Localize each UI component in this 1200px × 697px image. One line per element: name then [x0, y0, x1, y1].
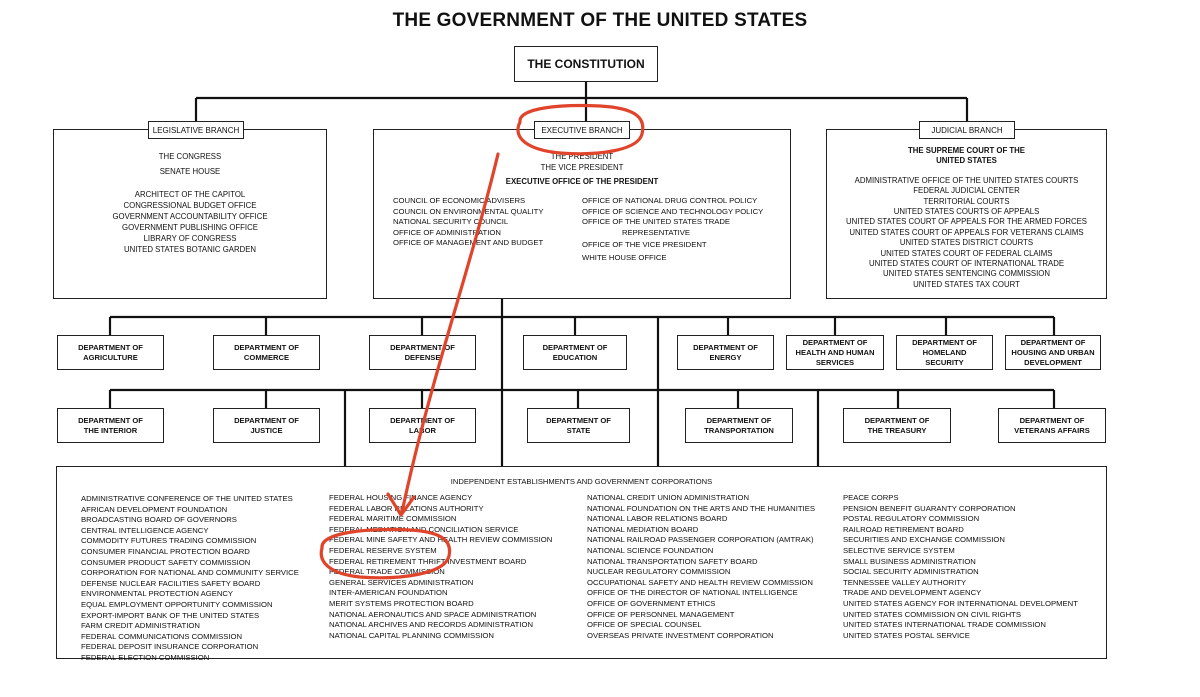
- arrow-shaft: [402, 154, 498, 512]
- list-item: CONSUMER PRODUCT SAFETY COMMISSION: [81, 557, 251, 567]
- list-item: NATIONAL SCIENCE FOUNDATION: [587, 545, 714, 555]
- department-energy: DEPARTMENT OF ENERGY: [677, 335, 774, 370]
- list-item: UNITED STATES INTERNATIONAL TRADE COMMISSION: [843, 620, 1046, 630]
- list-item: ARCHITECT OF THE CAPITOL: [134, 190, 246, 199]
- list-item: RAILROAD RETIREMENT BOARD: [843, 524, 964, 534]
- department-agriculture: DEPARTMENT OF AGRICULTURE: [57, 335, 164, 370]
- list-item: OFFICE OF THE UNITED STATES TRADE: [582, 217, 731, 227]
- list-item: COMMODITY FUTURES TRADING COMMISSION: [81, 536, 257, 546]
- list-item: NATIONAL CREDIT UNION ADMINISTRATION: [587, 493, 750, 502]
- judicial-branch-label: JUDICIAL BRANCH: [919, 121, 1015, 139]
- list-item: NATIONAL RAILROAD PASSENGER CORPORATION (AMTRAK): [587, 535, 814, 545]
- list-item: CORPORATION FOR NATIONAL AND COMMUNITY SERVICE: [81, 568, 299, 578]
- department-veterans-affairs: DEPARTMENT OF VETERANS AFFAIRS: [998, 408, 1106, 443]
- list-item: TENNESSEE VALLEY AUTHORITY: [843, 577, 967, 587]
- list-item: UNITED STATES SENTENCING COMMISSION: [883, 269, 1050, 279]
- list-item: OFFICE OF THE DIRECTOR OF NATIONAL INTELLIGENCE: [587, 588, 798, 598]
- list-item: OFFICE OF GOVERNMENT ETHICS: [587, 598, 716, 608]
- list-item: UNITED STATES TAX COURT: [913, 279, 1020, 289]
- list-item: UNITED STATES COURTS OF APPEALS: [893, 207, 1040, 217]
- list-item: UNITED STATES COURT OF INTERNATIONAL TRADE: [868, 259, 1065, 269]
- list-item: LIBRARY OF CONGRESS: [143, 234, 237, 243]
- list-item: NUCLEAR REGULATORY COMMISSION: [587, 567, 731, 577]
- list-item: SELECTIVE SERVICE SYSTEM: [843, 545, 955, 555]
- list-item: NATIONAL FOUNDATION ON THE ARTS AND THE HUMANITIES: [587, 503, 815, 513]
- department-treasury: DEPARTMENT OF THE TREASURY: [843, 408, 951, 443]
- list-item: NATIONAL TRANSPORTATION SAFETY BOARD: [587, 556, 758, 566]
- department-defense: DEPARTMENT OF DEFENSE: [369, 335, 476, 370]
- list-item: CENTRAL INTELLIGENCE AGENCY: [81, 525, 209, 535]
- page-title: THE GOVERNMENT OF THE UNITED STATES: [392, 10, 808, 31]
- list-item: BROADCASTING BOARD OF GOVERNORS: [81, 515, 237, 525]
- list-item: UNITED STATES AGENCY FOR INTERNATIONAL DEVELOPMENT: [843, 598, 1078, 608]
- list-item: GENERAL SERVICES ADMINISTRATION: [329, 577, 474, 587]
- list-item: DEFENSE NUCLEAR FACILITIES SAFETY BOARD: [81, 578, 261, 588]
- executive-branch-label: EXECUTIVE BRANCH: [534, 121, 630, 139]
- list-item: FARM CREDIT ADMINISTRATION: [81, 621, 200, 631]
- list-item: NATIONAL ARCHIVES AND RECORDS ADMINISTRATION: [329, 620, 534, 630]
- list-item: OVERSEAS PRIVATE INVESTMENT CORPORATION: [587, 630, 774, 640]
- independent-establishments-title: INDEPENDENT ESTABLISHMENTS AND GOVERNMENT CORPORATIONS: [450, 477, 713, 486]
- list-item: NATIONAL LABOR RELATIONS BOARD: [587, 514, 728, 524]
- list-item: NATIONAL MEDIATION BOARD: [587, 524, 699, 534]
- department-education: DEPARTMENT OF EDUCATION: [523, 335, 627, 370]
- department-state: DEPARTMENT OF STATE: [527, 408, 630, 443]
- list-item: PENSION BENEFIT GUARANTY CORPORATION: [843, 503, 1016, 513]
- list-item: WHITE HOUSE OFFICE: [582, 252, 667, 262]
- department-commerce: DEPARTMENT OF COMMERCE: [213, 335, 320, 370]
- list-item: OFFICE OF ADMINISTRATION: [393, 227, 501, 237]
- list-item: NATIONAL CAPITAL PLANNING COMMISSION: [329, 630, 494, 640]
- list-item: PEACE CORPS: [843, 493, 899, 502]
- list-item: OFFICE OF THE VICE PRESIDENT: [582, 240, 707, 250]
- list-item: EQUAL EMPLOYMENT OPPORTUNITY COMMISSION: [81, 599, 273, 609]
- list-item: FEDERAL TRADE COMMISSION: [329, 567, 445, 577]
- list-item: OFFICE OF NATIONAL DRUG CONTROL POLICY: [582, 196, 758, 205]
- list-item: FEDERAL JUDICIAL CENTER: [913, 186, 1020, 196]
- department-labor: DEPARTMENT OF LABOR: [369, 408, 476, 443]
- list-item: UNITED STATES POSTAL SERVICE: [843, 630, 970, 640]
- list-item: CONSUMER FINANCIAL PROTECTION BOARD: [81, 546, 250, 556]
- list-item: OFFICE OF PERSONNEL MANAGEMENT: [587, 609, 735, 619]
- eop-label: EXECUTIVE OFFICE OF THE PRESIDENT: [505, 177, 659, 186]
- list-item: SMALL BUSINESS ADMINISTRATION: [843, 556, 976, 566]
- list-item: FEDERAL MINE SAFETY AND HEALTH REVIEW COMMISSION: [329, 535, 553, 545]
- list-item: ADMINISTRATIVE CONFERENCE OF THE UNITED STATES: [81, 494, 293, 503]
- list-item: REPRESENTATIVE: [622, 227, 691, 237]
- department-interior: DEPARTMENT OF THE INTERIOR: [57, 408, 164, 443]
- list-item: NATIONAL AERONAUTICS AND SPACE ADMINISTRATION: [329, 609, 537, 619]
- department-transportation: DEPARTMENT OF TRANSPORTATION: [685, 408, 793, 443]
- list-item: COUNCIL OF ECONOMIC ADVISERS: [393, 196, 526, 205]
- department-housing-urban-development: DEPARTMENT OF HOUSING AND URBAN DEVELOPMENT: [1005, 335, 1101, 370]
- department-health-human-services: DEPARTMENT OF HEALTH AND HUMAN SERVICES: [786, 335, 884, 370]
- list-item: SECURITIES AND EXCHANGE COMMISSION: [843, 535, 1005, 545]
- list-item: FEDERAL MARITIME COMMISSION: [329, 514, 457, 524]
- supreme-court-label-2: UNITED STATES: [936, 156, 997, 166]
- list-item: CONGRESSIONAL BUDGET OFFICE: [123, 201, 257, 210]
- list-item: OFFICE OF SPECIAL COUNSEL: [587, 620, 702, 630]
- legislative-branch-label: LEGISLATIVE BRANCH: [148, 121, 244, 139]
- list-item: FEDERAL ELECTION COMMISSION: [81, 652, 210, 662]
- list-item: FEDERAL HOUSING FINANCE AGENCY: [329, 493, 473, 502]
- list-item: FEDERAL RETIREMENT THRIFT INVESTMENT BOARD: [329, 556, 527, 566]
- list-item: TERRITORIAL COURTS: [923, 196, 1010, 206]
- list-item: UNITED STATES BOTANIC GARDEN: [123, 245, 257, 254]
- federal-reserve-circle: [321, 530, 449, 578]
- list-item: UNITED STATES COURT OF FEDERAL CLAIMS: [880, 248, 1053, 258]
- list-item: ENVIRONMENTAL PROTECTION AGENCY: [81, 589, 234, 599]
- list-item: AFRICAN DEVELOPMENT FOUNDATION: [81, 504, 228, 514]
- list-item: FEDERAL MEDIATION AND CONCILIATION SERVICE: [329, 524, 519, 534]
- supreme-court-label: THE SUPREME COURT OF THE: [908, 146, 1025, 155]
- list-item: GOVERNMENT ACCOUNTABILITY OFFICE: [112, 212, 268, 221]
- constitution-box: THE CONSTITUTION: [514, 46, 658, 82]
- list-item: FEDERAL COMMUNICATIONS COMMISSION: [81, 631, 243, 641]
- list-item: GOVERNMENT PUBLISHING OFFICE: [122, 223, 258, 232]
- list-item: UNITED STATES COMMISSION ON CIVIL RIGHTS: [843, 609, 1021, 619]
- list-item: FEDERAL RESERVE SYSTEM: [329, 545, 437, 555]
- list-item: FEDERAL LABOR RELATIONS AUTHORITY: [329, 503, 484, 513]
- vice-president-label: THE VICE PRESIDENT: [540, 163, 624, 172]
- list-item: TRADE AND DEVELOPMENT AGENCY: [843, 588, 982, 598]
- list-item: UNITED STATES COURT OF APPEALS FOR VETERANS CLAIMS: [849, 227, 1084, 237]
- list-item: COUNCIL ON ENVIRONMENTAL QUALITY: [393, 206, 544, 216]
- list-item: UNITED STATES COURT OF APPEALS FOR THE ARMED FORCES: [845, 217, 1088, 227]
- list-item: OFFICE OF MANAGEMENT AND BUDGET: [393, 238, 544, 248]
- list-item: NATIONAL SECURITY COUNCIL: [393, 217, 509, 227]
- list-item: ADMINISTRATIVE OFFICE OF THE UNITED STATES COURTS: [854, 175, 1079, 185]
- list-item: EXPORT-IMPORT BANK OF THE UNITED STATES: [81, 610, 260, 620]
- department-justice: DEPARTMENT OF JUSTICE: [213, 408, 320, 443]
- executive-branch-circle: [518, 106, 643, 154]
- department-homeland-security: DEPARTMENT OF HOMELAND SECURITY: [896, 335, 993, 370]
- list-item: UNITED STATES DISTRICT COURTS: [899, 238, 1034, 248]
- president-label: THE PRESIDENT: [550, 152, 614, 161]
- list-item: FEDERAL DEPOSIT INSURANCE CORPORATION: [81, 642, 259, 652]
- list-item: OCCUPATIONAL SAFETY AND HEALTH REVIEW COMMISSION: [587, 577, 813, 587]
- list-item: OFFICE OF SCIENCE AND TECHNOLOGY POLICY: [582, 206, 764, 216]
- congress-label: THE CONGRESS: [158, 152, 222, 161]
- list-item: MERIT SYSTEMS PROTECTION BOARD: [329, 598, 474, 608]
- chambers-label: SENATE HOUSE: [159, 167, 221, 176]
- list-item: SOCIAL SECURITY ADMINISTRATION: [843, 567, 979, 577]
- list-item: INTER-AMERICAN FOUNDATION: [329, 588, 448, 598]
- list-item: POSTAL REGULATORY COMMISSION: [843, 514, 980, 524]
